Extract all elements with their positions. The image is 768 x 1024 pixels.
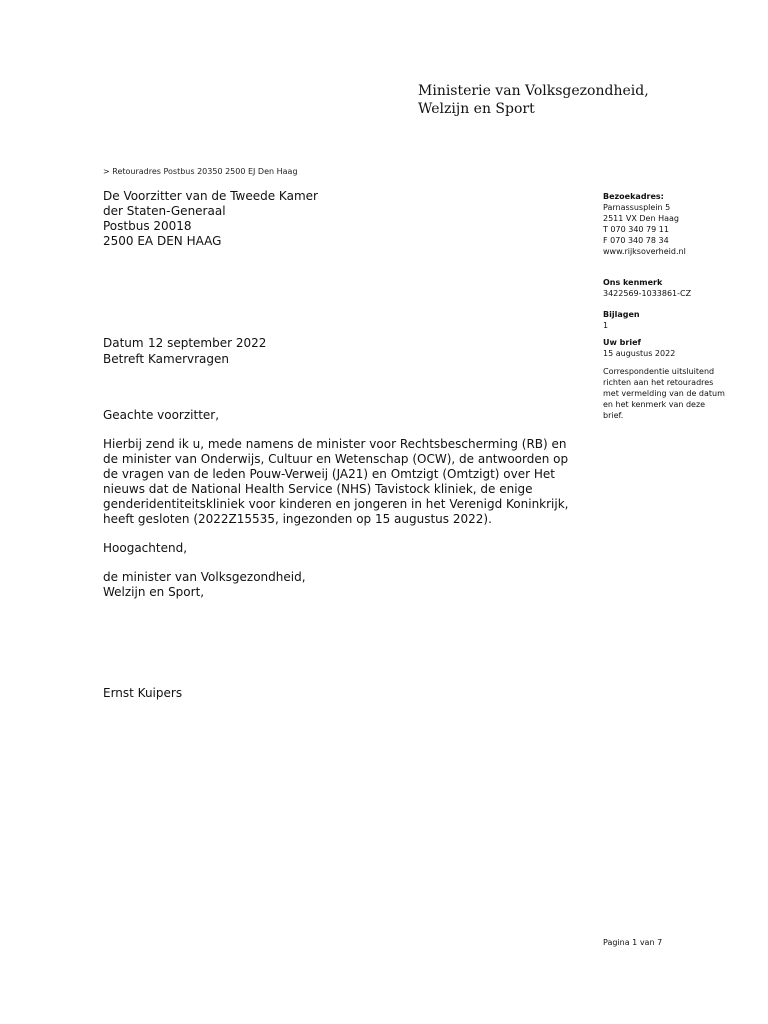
- return-address: > Retouradres Postbus 20350 2500 EJ Den Haag: [103, 167, 298, 176]
- recipient-line: 2500 EA DEN HAAG: [103, 234, 222, 248]
- note-line: Correspondentie uitsluitend: [603, 367, 715, 376]
- page-number: Pagina 1 van 7: [603, 938, 663, 947]
- letter-body: [103, 408, 573, 600]
- date-label: Datum: [103, 336, 144, 350]
- recipient-address: [103, 189, 318, 249]
- letter-meta: [103, 335, 266, 367]
- date-value: 12 september 2022: [148, 336, 267, 350]
- visit-address-block: [603, 191, 743, 257]
- signoff-line1: de minister van Volksgezondheid,: [103, 570, 306, 584]
- ministry-logo-text: [418, 82, 658, 118]
- your-letter-block: [603, 337, 743, 359]
- your-letter-label: Uw brief: [603, 338, 641, 347]
- phone: T 070 340 79 11: [603, 225, 669, 234]
- attachments-value: 1: [603, 321, 609, 330]
- subject-value: Kamervragen: [148, 352, 230, 366]
- visit-street: Parnassusplein 5: [603, 203, 671, 212]
- note-line: richten aan het retouradres: [603, 378, 714, 387]
- note-line: brief.: [603, 411, 624, 420]
- attachments-label: Bijlagen: [603, 310, 640, 319]
- visit-postal: 2511 VX Den Haag: [603, 214, 679, 223]
- date-row: [103, 335, 266, 351]
- salutation: Geachte voorzitter,: [103, 408, 220, 422]
- recipient-line: der Staten-Generaal: [103, 204, 226, 218]
- attachments-block: [603, 309, 743, 331]
- reference-value: 3422569-1033861-CZ: [603, 289, 692, 298]
- recipient-line: Postbus 20018: [103, 219, 192, 233]
- subject-row: [103, 351, 266, 367]
- ministry-name-line1: Ministerie van Volksgezondheid,: [418, 83, 649, 99]
- subject-label: Betreft: [103, 352, 145, 366]
- recipient-line: De Voorzitter van de Tweede Kamer: [103, 189, 318, 203]
- note-line: en het kenmerk van deze: [603, 400, 706, 409]
- fax: F 070 340 78 34: [603, 236, 669, 245]
- reference-block: [603, 277, 743, 299]
- signoff-line2: Welzijn en Sport,: [103, 585, 205, 599]
- body-paragraph: Hierbij zend ik u, mede namens de minister voor Rechtsbescherming (RB) en de minister van Onderwijs, Cultuur en Wetenschap (OCW), de antwoorden op de vragen van de leden Pouw-Verweij (JA21) en Omtzigt (Omtzigt) over Het nieuws dat de National Health Service (NHS) Tavistock kliniek, de enige genderidentiteitskliniek voor kinderen en jongeren in het Verenigd Koninkrijk, heeft gesloten (2022Z15535, ingezonden op 15 augustus 2022).: [103, 437, 569, 526]
- reference-label: Ons kenmerk: [603, 278, 663, 287]
- ministry-name-line2: Welzijn en Sport: [418, 101, 535, 117]
- correspondence-note: [603, 366, 743, 421]
- signer-name: Ernst Kuipers: [103, 686, 183, 700]
- note-line: met vermelding van de datum: [603, 389, 725, 398]
- visit-address-label: Bezoekadres:: [603, 192, 664, 201]
- your-letter-value: 15 augustus 2022: [603, 349, 676, 358]
- website: www.rijksoverheid.nl: [603, 247, 686, 256]
- closing: Hoogachtend,: [103, 541, 188, 555]
